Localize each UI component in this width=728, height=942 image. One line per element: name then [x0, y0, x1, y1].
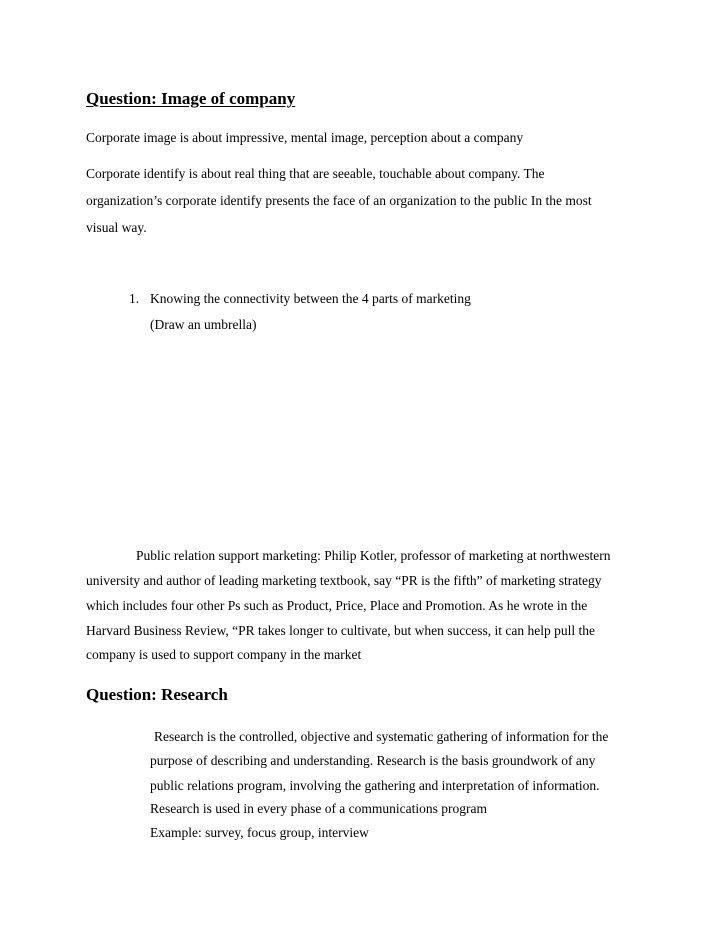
corporate-identify-line-2: organization’s corporate identify presents the face of an organization to the public In the most	[86, 193, 592, 208]
list-item-number: 1.	[129, 291, 140, 306]
list-item-text: Knowing the connectivity between the 4 parts of marketing	[150, 291, 471, 306]
pr-paragraph-line-5: company is used to support company in the market	[86, 647, 362, 662]
heading-image-of-company: Question: Image of company	[86, 89, 296, 108]
research-line-4: Research is used in every phase of a communications program	[150, 801, 488, 816]
research-line-1: Research is the controlled, objective and systematic gathering of information for the	[154, 729, 609, 744]
research-line-3: public relations program, involving the gathering and interpretation of information.	[150, 778, 600, 793]
research-example-line: Example: survey, focus group, interview	[150, 825, 369, 840]
pr-paragraph-line-4: Harvard Business Review, “PR takes longer to cultivate, but when success, it can help pull the	[86, 623, 596, 638]
pr-paragraph-line-1: Public relation support marketing: Philip Kotler, professor of marketing at northwestern	[136, 548, 611, 563]
list-item-note: (Draw an umbrella)	[150, 317, 257, 332]
pr-paragraph-line-3: which includes four other Ps such as Product, Price, Place and Promotion. As he wrote in the	[86, 598, 588, 613]
corporate-image-paragraph: Corporate image is about impressive, mental image, perception about a company	[86, 130, 524, 145]
pr-paragraph-line-2: university and author of leading marketing textbook, say “PR is the fifth” of marketing strategy	[86, 573, 602, 588]
heading-research: Question: Research	[86, 685, 228, 704]
corporate-identify-line-3: visual way.	[86, 220, 147, 235]
research-line-2: purpose of describing and understanding. Research is the basis groundwork of any	[150, 753, 596, 768]
corporate-identify-line-1: Corporate identify is about real thing that are seeable, touchable about company. The	[86, 166, 545, 181]
